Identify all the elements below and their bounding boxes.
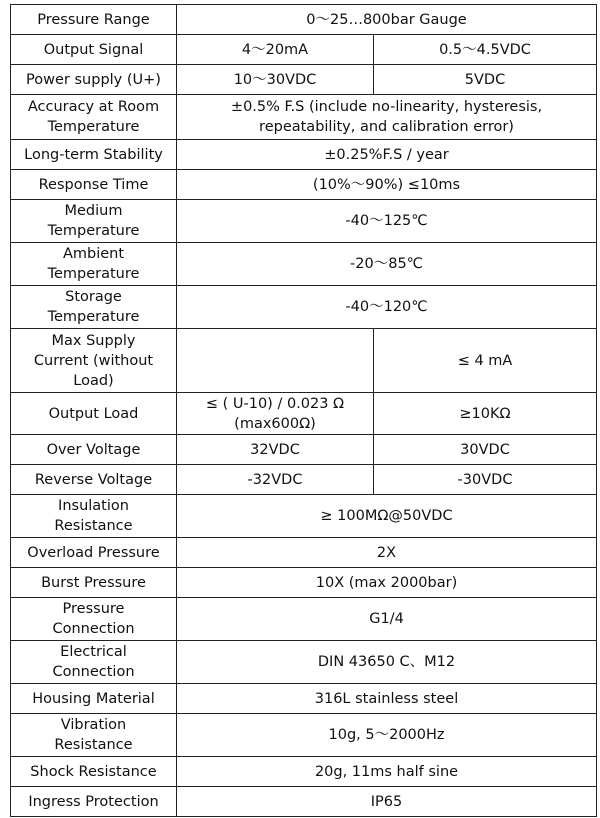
row-burst-pressure bbox=[11, 568, 597, 598]
row-label: Overload Pressure bbox=[11, 538, 177, 568]
row-insulation-resistance bbox=[11, 495, 597, 538]
row-pressure-range bbox=[11, 5, 597, 35]
row-electrical-connection bbox=[11, 641, 597, 684]
row-storage-temperature bbox=[11, 286, 597, 329]
row-over-voltage bbox=[11, 435, 597, 465]
row-label: Pressure Range bbox=[11, 5, 177, 35]
spec-table bbox=[10, 4, 597, 817]
row-label: Max Supply Current (without Load) bbox=[11, 329, 177, 393]
row-value bbox=[177, 329, 374, 393]
row-long-term-stability bbox=[11, 140, 597, 170]
row-value: -20～85℃ bbox=[177, 243, 597, 286]
row-label: Vibration Resistance bbox=[11, 714, 177, 757]
row-medium-temperature bbox=[11, 200, 597, 243]
row-label: Storage Temperature bbox=[11, 286, 177, 329]
row-value: -40～120℃ bbox=[177, 286, 597, 329]
row-value: -30VDC bbox=[374, 465, 597, 495]
row-value: 0.5～4.5VDC bbox=[374, 35, 597, 65]
row-value: 316L stainless steel bbox=[177, 684, 597, 714]
row-label: Response Time bbox=[11, 170, 177, 200]
row-label: Burst Pressure bbox=[11, 568, 177, 598]
row-label: Output Signal bbox=[11, 35, 177, 65]
row-label: Pressure Connection bbox=[11, 598, 177, 641]
row-value: ≤ 4 mA bbox=[374, 329, 597, 393]
row-value: 32VDC bbox=[177, 435, 374, 465]
row-value: 0～25…800bar Gauge bbox=[177, 5, 597, 35]
row-label: Insulation Resistance bbox=[11, 495, 177, 538]
row-output-load bbox=[11, 393, 597, 435]
row-value: 10～30VDC bbox=[177, 65, 374, 95]
row-value: ±0.5% F.S (include no-linearity, hysteresis, repeatability, and calibration error) bbox=[177, 95, 597, 140]
row-value: 20g, 11ms half sine bbox=[177, 757, 597, 787]
row-value: -40～125℃ bbox=[177, 200, 597, 243]
row-label: Long-term Stability bbox=[11, 140, 177, 170]
row-value: DIN 43650 C、M12 bbox=[177, 641, 597, 684]
row-value: 10X (max 2000bar) bbox=[177, 568, 597, 598]
row-shock-resistance bbox=[11, 757, 597, 787]
row-value: IP65 bbox=[177, 787, 597, 817]
row-response-time bbox=[11, 170, 597, 200]
row-label: Over Voltage bbox=[11, 435, 177, 465]
row-value: 2X bbox=[177, 538, 597, 568]
row-value: ≥ 100MΩ@50VDC bbox=[177, 495, 597, 538]
row-value: -32VDC bbox=[177, 465, 374, 495]
row-value: 4～20mA bbox=[177, 35, 374, 65]
row-label: Housing Material bbox=[11, 684, 177, 714]
row-value: ±0.25%F.S / year bbox=[177, 140, 597, 170]
row-value: 10g, 5～2000Hz bbox=[177, 714, 597, 757]
row-value: G1/4 bbox=[177, 598, 597, 641]
row-label: Accuracy at Room Temperature bbox=[11, 95, 177, 140]
row-label: Electrical Connection bbox=[11, 641, 177, 684]
row-label: Reverse Voltage bbox=[11, 465, 177, 495]
row-output-signal bbox=[11, 35, 597, 65]
row-label: Medium Temperature bbox=[11, 200, 177, 243]
row-label: Ingress Protection bbox=[11, 787, 177, 817]
row-value: ≤ ( U-10) / 0.023 Ω (max600Ω) bbox=[177, 393, 374, 435]
row-overload-pressure bbox=[11, 538, 597, 568]
row-ambient-temperature bbox=[11, 243, 597, 286]
row-power-supply bbox=[11, 65, 597, 95]
row-label: Power supply (U+) bbox=[11, 65, 177, 95]
row-label: Shock Resistance bbox=[11, 757, 177, 787]
row-reverse-voltage bbox=[11, 465, 597, 495]
row-max-supply-current bbox=[11, 329, 597, 393]
row-value: 5VDC bbox=[374, 65, 597, 95]
row-value: 30VDC bbox=[374, 435, 597, 465]
row-pressure-connection bbox=[11, 598, 597, 641]
row-vibration-resistance bbox=[11, 714, 597, 757]
row-housing-material bbox=[11, 684, 597, 714]
row-value: ≥10KΩ bbox=[374, 393, 597, 435]
row-accuracy bbox=[11, 95, 597, 140]
row-ingress-protection bbox=[11, 787, 597, 817]
row-label: Ambient Temperature bbox=[11, 243, 177, 286]
row-value: (10%～90%) ≤10ms bbox=[177, 170, 597, 200]
row-label: Output Load bbox=[11, 393, 177, 435]
